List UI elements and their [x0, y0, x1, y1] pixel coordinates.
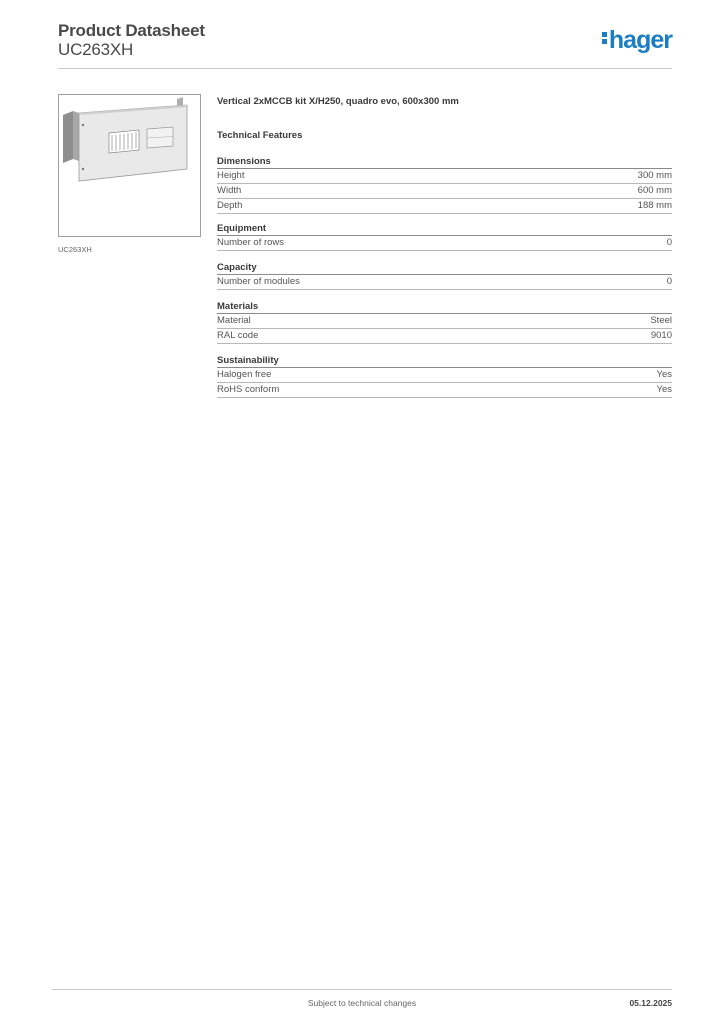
page-title: Product Datasheet [58, 21, 205, 40]
section-title: Capacity [217, 261, 672, 275]
product-description: Vertical 2xMCCB kit X/H250, quadro evo, 600x300 mm [217, 96, 459, 107]
spec-value: Yes [656, 384, 672, 395]
spec-row [217, 275, 672, 290]
spec-label: Halogen free [217, 369, 272, 380]
spec-row [217, 236, 672, 251]
technical-features-heading: Technical Features [217, 130, 303, 141]
section-capacity [217, 261, 672, 290]
spec-label: Material [217, 315, 251, 326]
spec-row [217, 199, 672, 214]
product-code: UC263XH [58, 40, 134, 59]
spec-value: 9010 [650, 330, 672, 341]
spec-label: RoHS conform [217, 384, 280, 395]
spec-row [217, 184, 672, 199]
section-materials [217, 300, 672, 344]
spec-value: 300 mm [637, 170, 672, 181]
spec-value: 0 [666, 237, 672, 248]
spec-value: Steel [650, 315, 672, 326]
spec-row [217, 368, 672, 383]
section-dimensions [217, 155, 672, 214]
spec-value: Yes [656, 369, 672, 380]
section-title: Dimensions [217, 155, 672, 169]
section-sustainability [217, 354, 672, 398]
image-caption: UC263XH [58, 245, 92, 254]
hager-logo [602, 28, 672, 53]
section-title: Materials [217, 300, 672, 314]
logo-text: hager [608, 26, 672, 54]
spec-row [217, 169, 672, 184]
footer-note: Subject to technical changes [307, 998, 417, 1008]
product-image [58, 94, 201, 237]
spec-label: RAL code [217, 330, 259, 341]
spec-value: 0 [666, 276, 672, 287]
footer-date: 05.12.2025 [629, 998, 672, 1008]
spec-label: Number of rows [217, 237, 285, 248]
mounting-plate-kit-icon [59, 95, 200, 236]
spec-label: Width [217, 185, 242, 196]
spec-row [217, 383, 672, 398]
section-equipment [217, 222, 672, 251]
logo-dots-icon [602, 30, 608, 46]
spec-value: 188 mm [637, 200, 672, 211]
spec-label: Height [217, 170, 245, 181]
footer-divider [52, 989, 672, 990]
spec-value: 600 mm [637, 185, 672, 196]
section-title: Equipment [217, 222, 672, 236]
spec-label: Depth [217, 200, 243, 211]
header-divider [58, 68, 672, 69]
spec-row [217, 314, 672, 329]
spec-label: Number of modules [217, 276, 300, 287]
spec-row [217, 329, 672, 344]
section-title: Sustainability [217, 354, 672, 368]
